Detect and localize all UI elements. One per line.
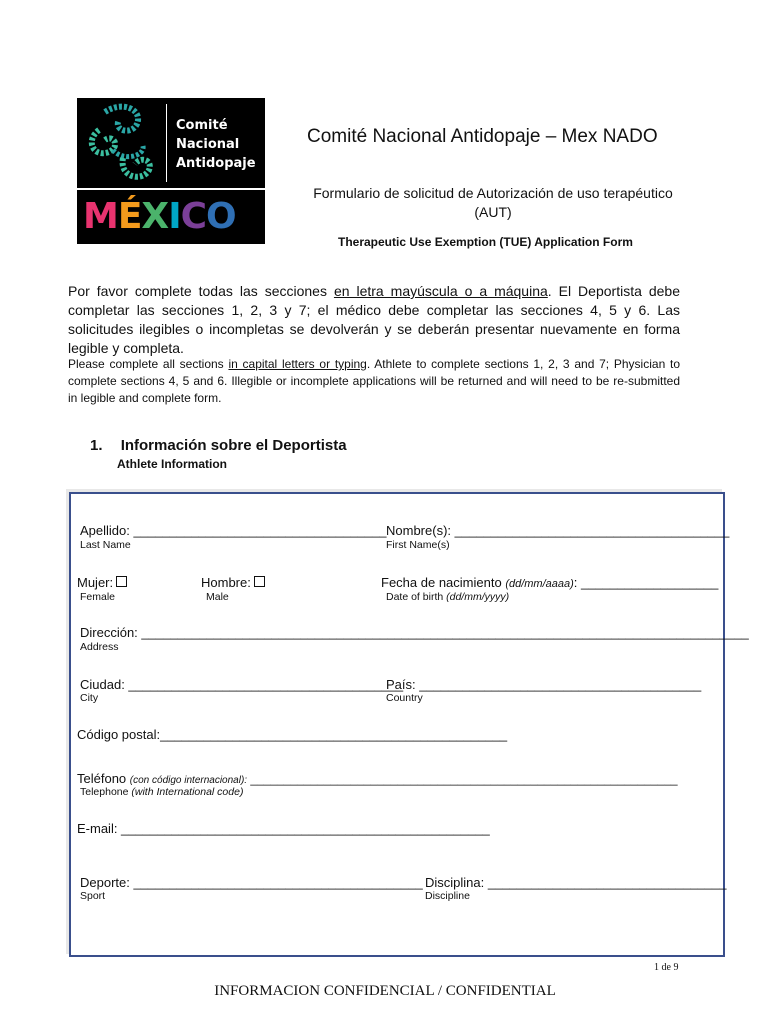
- male-option[interactable]: [201, 575, 265, 590]
- confidential-footer: INFORMACION CONFIDENCIAL / CONFIDENTIAL: [214, 983, 556, 999]
- address-label-en: Address: [80, 641, 119, 653]
- first-name-label-en: First Name(s): [386, 539, 450, 551]
- birth-date-field[interactable]: [381, 575, 718, 590]
- telephone-label: Teléfono: [77, 771, 127, 786]
- form-subtitle: [296, 184, 690, 222]
- female-option[interactable]: [77, 575, 127, 590]
- last-name-label-en: Last Name: [80, 539, 131, 551]
- intro-english: [68, 356, 680, 407]
- female-label: Mujer:: [77, 575, 114, 590]
- section-1-title: [90, 437, 347, 454]
- mexico-letter: É: [117, 196, 142, 237]
- mexico-letter: X: [141, 196, 169, 237]
- telephone-note: (con código internacional):: [129, 775, 248, 786]
- intro-en-emphasis: in capital letters or typing: [228, 357, 367, 371]
- page-title: Comité Nacional Antidopaje – Mex NADO: [307, 126, 658, 147]
- intro-es-text-2: . El Deportista debe completar las secciones 1, 2, 3 y 7; el médico debe completar las secciones 4, 5 y 6. Las solicitudes ilegibles o incompletas se devolverán y se deberán presentar nuevamente en forma legible y completa.: [68, 283, 680, 356]
- intro-spanish: [68, 282, 680, 358]
- mexico-letter: M: [83, 196, 118, 237]
- telephone-en: Telephone: [80, 786, 129, 798]
- male-label: Hombre:: [201, 575, 251, 590]
- logo-org-name: [176, 116, 256, 173]
- country-field[interactable]: País: _______________________________________: [386, 677, 702, 692]
- female-label-en: Female: [80, 591, 116, 603]
- birth-date-format: (dd/mm/aaaa): [505, 578, 574, 590]
- telephone-en-note: (with International code): [131, 786, 244, 798]
- section-number: 1.: [90, 437, 103, 454]
- discipline-field[interactable]: Disciplina: _________________________________: [425, 875, 727, 890]
- birth-date-label-en: [386, 591, 509, 603]
- form-name-english: Therapeutic Use Exemption (TUE) Application Form: [338, 235, 633, 249]
- subtitle-line-2: (AUT): [474, 204, 512, 220]
- intro-en-text: Please complete all sections: [68, 357, 229, 371]
- telephone-label-en: [80, 786, 243, 798]
- intro-es-emphasis: en letra mayúscula o a máquina: [333, 283, 548, 299]
- male-checkbox[interactable]: [254, 576, 265, 587]
- subtitle-line-1: Formulario de solicitud de Autorización de uso terapéutico: [313, 185, 673, 201]
- logo-line-2: Nacional: [176, 137, 240, 152]
- telephone-field[interactable]: [77, 771, 678, 786]
- male-label-en: Male: [206, 591, 229, 603]
- sport-field[interactable]: Deporte: ________________________________________: [80, 875, 423, 890]
- last-name-field[interactable]: Apellido: ___________________________________: [80, 523, 387, 538]
- postal-code-field[interactable]: Código postal:________________________________________________: [77, 727, 508, 742]
- female-checkbox[interactable]: [116, 576, 127, 587]
- birth-date-en-format: (dd/mm/yyyy): [446, 591, 510, 603]
- discipline-label-en: Discipline: [425, 890, 470, 902]
- city-label-en: City: [80, 692, 99, 704]
- page-number: 1 de 9: [654, 962, 679, 973]
- section-title-text: Información sobre el Deportista: [120, 437, 347, 454]
- intro-en-text-2: . Athlete to complete sections 1, 2, 3 and 7; Physician to complete sections 4, 5 and 6. Illegible or incomplete applications will be returned and will need to be re-submitted in legible and complete form.: [68, 357, 681, 405]
- telephone-line: ________________________________________________________________: [247, 772, 678, 786]
- mexico-letter: C: [180, 196, 207, 237]
- section-1-subtitle: Athlete Information: [117, 457, 227, 471]
- mexico-letter: I: [168, 196, 181, 237]
- birth-date-en: Date of birth: [386, 591, 444, 603]
- intro-es-text: Por favor complete todas las secciones: [68, 283, 334, 299]
- logo-line-1: Comité: [176, 118, 228, 133]
- first-name-field[interactable]: Nombre(s): ______________________________________: [386, 523, 730, 538]
- mexico-letter: O: [206, 196, 236, 237]
- birth-date-label: Fecha de nacimiento: [381, 575, 502, 590]
- birth-date-line: : ___________________: [573, 575, 719, 590]
- sport-label-en: Sport: [80, 890, 106, 902]
- logo-mexico-wordmark: [83, 196, 236, 237]
- logo-line-3: Antidopaje: [176, 156, 256, 171]
- country-label-en: Country: [386, 692, 423, 704]
- logo-divider: [166, 104, 167, 182]
- address-field[interactable]: Dirección: ____________________________________________________________________________________: [80, 625, 749, 640]
- email-field[interactable]: E-mail: ___________________________________________________: [77, 821, 490, 836]
- spiral-emblem-icon: [83, 100, 163, 186]
- city-field[interactable]: Ciudad: ______________________________________: [80, 677, 404, 692]
